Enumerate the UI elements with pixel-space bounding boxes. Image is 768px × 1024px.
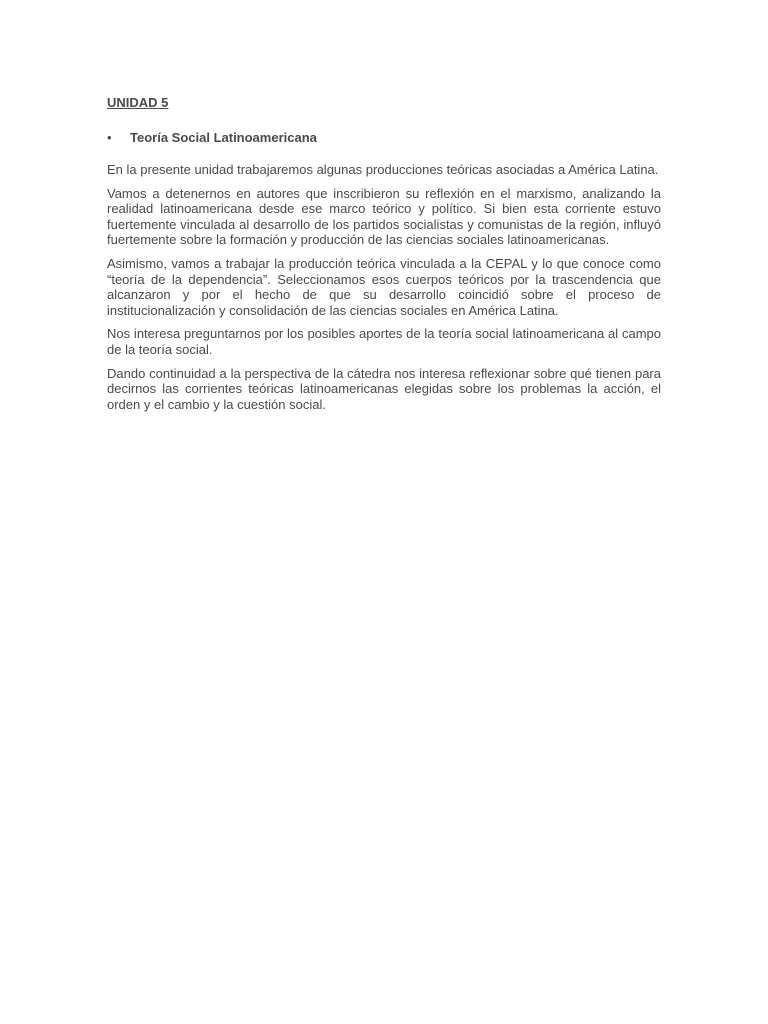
paragraph-perspective: Dando continuidad a la perspectiva de la cátedra nos interesa reflexionar sobre qué tienen para decirnos las corrientes teóricas latinoamericanas elegidas sobre los problemas la acción, el orden y el cambio y la cuestión social. xyxy=(107,365,661,412)
paragraph-intro: En la presente unidad trabajaremos algunas producciones teóricas asociadas a América Latina. xyxy=(107,162,659,177)
paragraph-cepal: Asimismo, vamos a trabajar la producción teórica vinculada a la CEPAL y lo que conoce como “teoría de la dependencia”. Seleccionamos esos cuerpos teóricos por la trascendencia que alcanzaron y por el hecho de que su desarrollo coincidió sobre el proceso de institucionalización y consolidación de las ciencias sociales en América Latina. xyxy=(107,255,661,318)
unit-title: UNIDAD 5 xyxy=(107,95,169,110)
paragraph-contributions: Nos interesa preguntarnos por los posibles aportes de la teoría social latinoamericana al campo de la teoría social. xyxy=(107,326,661,357)
bullet-icon: • xyxy=(107,130,112,145)
paragraph-marxism: Vamos a detenernos en autores que inscribieron su reflexión en el marxismo, analizando la realidad latinoamericana desde ese marco teórico y político. Si bien esta corriente estuvo fuertemente vinculada al desarrollo de los partidos socialistas y comunistas de la región, influyó fuertemente sobre la formación y producción de las ciencias sociales latinoamericanas. xyxy=(107,185,661,248)
topic-title: Teoría Social Latinoamericana xyxy=(130,130,317,145)
topic-heading xyxy=(107,129,661,146)
document-page xyxy=(107,94,661,420)
